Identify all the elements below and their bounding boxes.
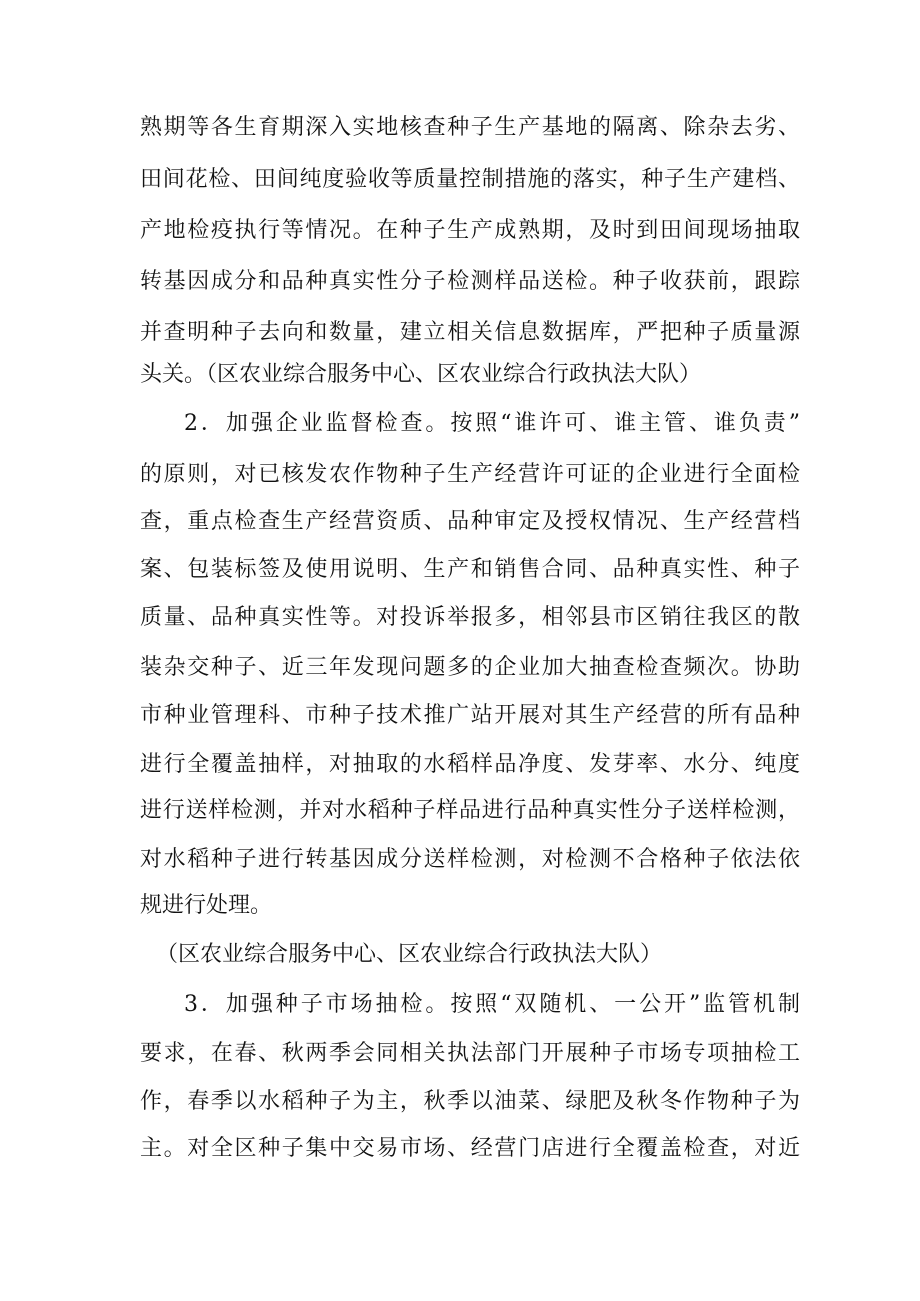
text-line: 质量、品种真实性等。对投诉举报多，相邻县市区销往我区的散	[140, 605, 800, 630]
text-line: 对水稻种子进行转基因成分送样检测，对检测不合格种子依法依	[140, 847, 800, 872]
text-line: 案、包装标签及使用说明、生产和销售合同、品种真实性、种子	[140, 557, 800, 582]
text-line: 市种业管理科、市种子技术推广站开展对其生产经营的所有品种	[140, 703, 800, 728]
text-line: 进行送样检测，并对水稻种子样品进行品种真实性分子送样检测，	[140, 798, 800, 823]
text-line: 进行全覆盖抽样，对抽取的水稻样品净度、发芽率、水分、纯度	[140, 752, 800, 777]
text-line: 田间花检、田间纯度验收等质量控制措施的落实，种子生产建档、	[140, 167, 800, 192]
text-line: 头关。（区农业综合服务中心、区农业综合行政执法大队）	[140, 362, 702, 387]
text-line: 熟期等各生育期深入实地核查种子生产基地的隔离、除杂去劣、	[140, 115, 800, 140]
text-line: 并查明种子去向和数量，建立相关信息数据库，严把种子质量源	[140, 320, 800, 345]
text-line: 装杂交种子、近三年发现问题多的企业加大抽查检查频次。协助	[140, 655, 800, 680]
text-line: 产地检疫执行等情况。在种子生产成熟期，及时到田间现场抽取	[140, 218, 800, 243]
text-line: 主。对全区种子集中交易市场、经营门店进行全覆盖检查，对近	[140, 1136, 800, 1161]
text-line: 作，春季以水稻种子为主，秋季以油菜、绿肥及秋冬作物种子为	[140, 1089, 800, 1114]
text-line: 转基因成分和品种真实性分子检测样品送检。种子收获前，跟踪	[140, 269, 800, 294]
responsible-units-note: （区农业综合服务中心、区农业综合行政执法大队）	[156, 942, 663, 967]
paragraph-first-line: 2．加强企业监督检查。按照“谁许可、谁主管、谁负责”	[184, 411, 800, 436]
text-line: 的原则，对已核发农作物种子生产经营许可证的企业进行全面检	[140, 462, 800, 487]
text-line: 查，重点检查生产经营资质、品种审定及授权情况、生产经营档	[140, 509, 800, 534]
text-line: 要求，在春、秋两季会同相关执法部门开展种子市场专项抽检工	[140, 1041, 800, 1066]
paragraph-first-line: 3．加强种子市场抽检。按照“双随机、一公开”监管机制	[184, 992, 800, 1017]
text-line: 规进行处理。	[140, 893, 273, 918]
